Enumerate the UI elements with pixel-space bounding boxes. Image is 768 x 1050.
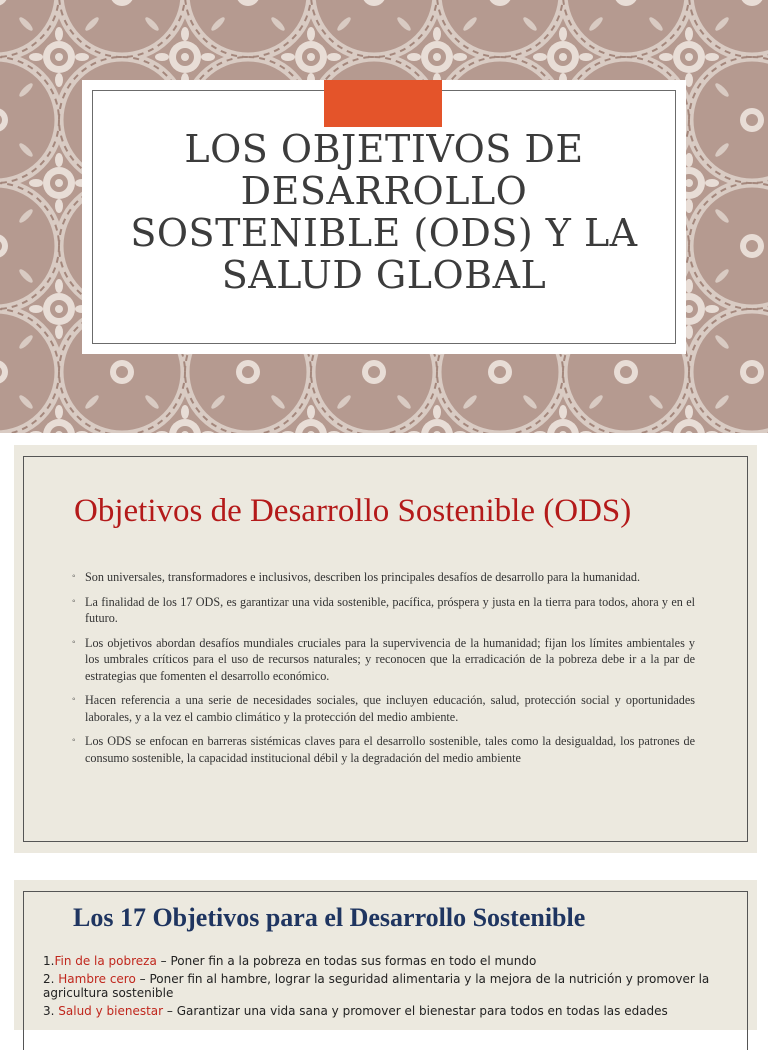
goal-number: 1. [43,954,55,968]
bullet-icon: ◦ [72,694,76,705]
list-item [72,569,695,586]
goal-description: – Garantizar una vida sana y promover el bienestar para todos en todas las edades [163,1004,668,1018]
accent-tab [324,80,442,127]
ods-overview-slide [14,445,757,853]
title-card [82,80,686,354]
bullet-icon: ◦ [72,636,76,648]
bullet-icon: ◦ [72,595,76,607]
goal-name: Salud y bienestar [58,1004,164,1018]
goal-description: – Poner fin al hambre, lograr la seguridad alimentaria y la mejora de la nutrición y promover la agricultura sostenible [43,972,710,1000]
slide-heading: Objetivos de Desarrollo Sostenible (ODS) [74,493,632,529]
slide-gap [0,433,768,445]
title-slide [0,0,768,433]
bullet-list [72,569,695,774]
goal-number: 2. [43,972,59,986]
list-item [72,733,695,766]
goal-name: Hambre cero [58,972,136,986]
goal-description: – Poner fin a la pobreza en todas sus formas en todo el mundo [156,954,537,968]
presentation-title: LOS OBJETIVOS DE DESARROLLO SOSTENIBLE (ODS) Y LA SALUD GLOBAL [130,127,638,297]
list-item [72,635,695,685]
bullet-text: Son universales, transformadores e inclusivos, describen los principales desafíos de desarrollo para la humanidad. [85,570,641,584]
goal-name: Fin de la pobreza [54,954,157,968]
seventeen-goals-slide [14,880,757,1030]
goal-number: 3. [43,1004,59,1018]
list-item [72,692,695,725]
bullet-text: La finalidad de los 17 ODS, es garantizar una vida sostenible, pacífica, próspera y justa en la tierra para todos, ahora y en el futuro. [85,594,695,625]
slide-heading: Los 17 Objetivos para el Desarrollo Sostenible [73,903,586,932]
bullet-text: Los objetivos abordan desafíos mundiales cruciales para la supervivencia de la humanidad; fijan los límites ambientales y los umbrales críticos para el uso de recursos naturales; y reconocen que la erradicación de la pobreza debe ir a la par de estrategias que fomenten el desarrollo económico. [85,635,695,683]
bullet-text: Hacen referencia a una serie de necesidades sociales, que incluyen educación, salud, protección social y oportunidades laborales, y a la vez el cambio climático y la protección del medio ambiente. [85,693,695,724]
bullet-icon: ◦ [72,735,76,746]
goal-item [43,954,733,968]
goal-item [43,1004,733,1018]
bullet-icon: ◦ [72,571,76,582]
bullet-text: Los ODS se enfocan en barreras sistémicas claves para el desarrollo sostenible, tales como la desigualdad, los patrones de consumo sostenible, la capacidad institucional débil y la degradación del medio ambiente [85,734,695,765]
goal-item [43,972,733,1000]
goals-list [43,954,733,1022]
list-item [72,594,695,627]
